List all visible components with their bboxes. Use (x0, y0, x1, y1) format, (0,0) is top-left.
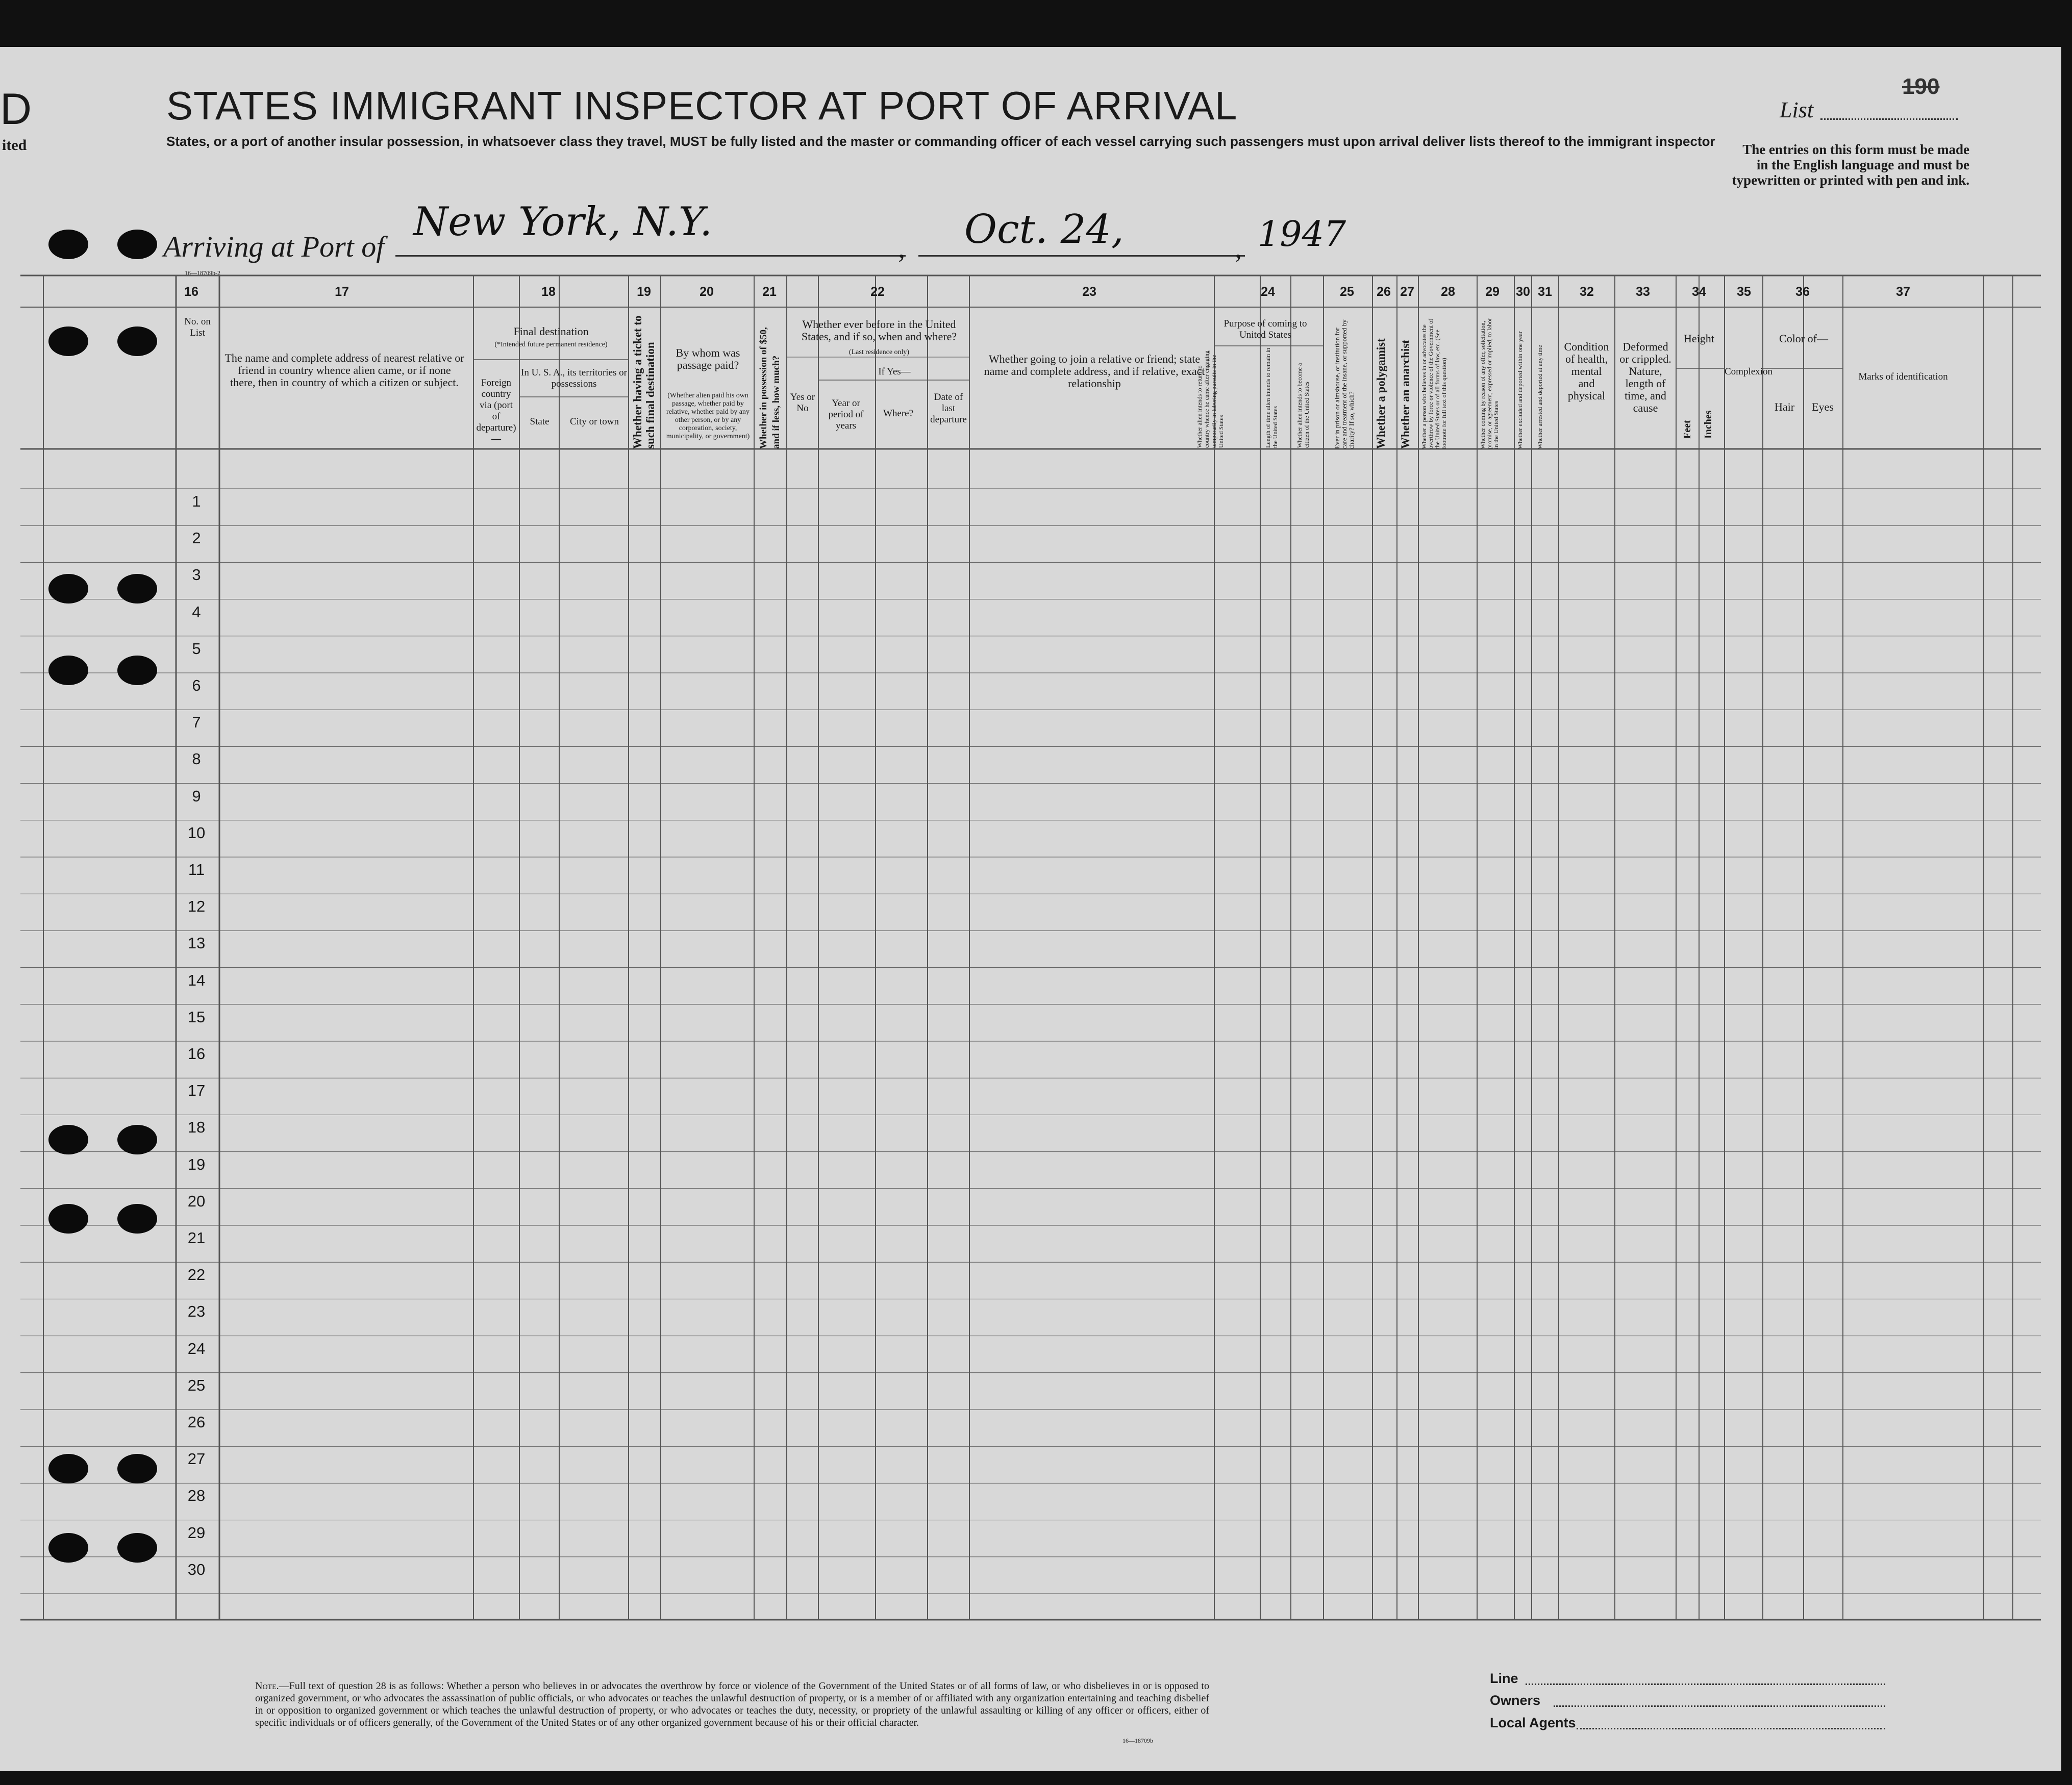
header-polygamist: Whether a polygamist (1375, 338, 1387, 449)
footnote-q28 (255, 1680, 1209, 1729)
column-number-17: 17 (335, 285, 349, 299)
header-state: State (530, 416, 550, 427)
row-number: 3 (192, 566, 201, 584)
row-number: 2 (192, 529, 201, 547)
binder-hole (117, 656, 157, 685)
column-number-20: 20 (700, 285, 714, 299)
row-number: 5 (192, 639, 201, 658)
header-overthrow: Whether a person who believes in or advocates the overthrow by force or violence of the Government of the United States or of all forms of law, etc. (See footnote for full text of this question) (1420, 318, 1447, 449)
row-number: 10 (187, 823, 206, 842)
column-number-29: 29 (1485, 285, 1500, 299)
column-number-33: 33 (1636, 285, 1650, 299)
row-number: 16 (187, 1045, 206, 1063)
row-number: 27 (187, 1450, 206, 1468)
footnote-text: —Full text of question 28 is as follows: Whether a person who believes in or advocates the overthrow by force or violence of the Government of the United States or of all forms of law, or who disbelieves in or is opposed to organized government, or who advocates the assassination of public officials, or who advocates or teaches the unlawful destruction of property, or is a member of or affiliated with any organization entertaining and teaching disbelief in or opposition to organized government or which teaches the unlawful destruction of property, or who advocates or teaches the duty, necessity, or propriety of the unlawful assaulting or killing of any officer or officers, either of specific individuals or of officers generally, of the Government of the United States or of any other organized government because of his or their official character. (255, 1680, 1209, 1728)
header-prison-almshouse: Ever in prison or almshouse, or institution for care and treatment of the insane, or supported by charity? If so, which? (1333, 319, 1355, 449)
column-number-30: 30 (1516, 285, 1530, 299)
binder-hole (117, 230, 157, 259)
header-going-to-join: Whether going to join a relative or friend; state name and complete address, and if relative, exact relationship (984, 353, 1205, 390)
instructions-notice: The entries on this form must be made in the English language and must be typewritten or printed with pen and ink. (1732, 142, 1969, 188)
header-passage-paid-sub: (Whether alien paid his own passage, whether paid by relative, whether paid by any other person, or by any corporation, society, municipality, or government) (666, 392, 750, 440)
column-number-31: 31 (1538, 285, 1552, 299)
header-final-destination-sub: (*Intended future permanent residence) (494, 341, 608, 348)
line-fill (1526, 1683, 1885, 1685)
header-where: Where? (883, 408, 914, 419)
header-purpose: Purpose of coming to United States (1224, 318, 1307, 340)
year-handwritten: 1947 (1258, 214, 1346, 255)
header-anarchist: Whether an anarchist (1399, 340, 1412, 449)
row-number: 6 (192, 676, 201, 694)
row-number: 9 (192, 787, 201, 805)
column-number-16: 16 (184, 285, 198, 299)
row-number: 8 (192, 750, 201, 768)
binder-hole (117, 1204, 157, 1234)
row-number: 1 (192, 492, 201, 510)
column-number-19: 19 (637, 285, 651, 299)
header-date-departure: Date of last departure (930, 392, 967, 425)
line-label: Line (1490, 1671, 1518, 1686)
local-agents-label: Local Agents (1490, 1715, 1576, 1730)
left-strip-letter: D (0, 85, 32, 134)
header-return-intent: Whether alien intends to return to country whence he came after engaging temporarily in laboring pursuits in the United States (1196, 350, 1225, 448)
column-number-32: 32 (1580, 285, 1594, 299)
header-color-of: Color of— (1779, 332, 1828, 345)
column-number-26: 26 (1377, 285, 1391, 299)
row-number: 11 (188, 861, 205, 878)
column-number-35: 35 (1737, 285, 1751, 299)
comma-1: , (898, 233, 905, 264)
row-number: 26 (187, 1413, 206, 1431)
header-yes-or-no: Yes or No (790, 392, 815, 414)
row-number: 4 (192, 602, 201, 621)
form-code-bottom: 16—18709b (1122, 1737, 1153, 1744)
row-number: 18 (187, 1118, 206, 1137)
form-title: STATES IMMIGRANT INSPECTOR AT PORT OF ARRIVAL (166, 83, 1238, 128)
header-ever-before-us: Whether ever before in the United States, and if so, when and where? (801, 318, 957, 343)
owners-label: Owners (1490, 1693, 1541, 1708)
header-deformed: Deformed or crippled. Nature, length of time, and cause (1619, 340, 1671, 414)
header-no-on-list: No. on List (184, 316, 211, 338)
header-excluded: Whether excluded and deported within one year (1516, 331, 1524, 449)
form-code-top: 16—18709b-2 (185, 269, 220, 276)
binder-hole (117, 1454, 157, 1484)
column-number-24: 24 (1261, 285, 1275, 299)
binder-hole (48, 326, 88, 356)
header-last-residence: (Last residence only) (848, 348, 910, 356)
arriving-label: Arriving at Port of (163, 230, 385, 263)
row-number: 14 (187, 971, 206, 989)
header-height: Height (1684, 332, 1714, 345)
port-handwritten: New York, N.Y. (413, 199, 713, 245)
local-agents-fill (1577, 1728, 1885, 1729)
binder-hole (48, 656, 88, 685)
header-nearest-relative: The name and complete address of nearest relative or friend in country whence alien came, or if none there, then in country of which a citizen or subject. (224, 351, 464, 389)
column-number-22: 22 (870, 285, 885, 299)
row-number: 20 (187, 1192, 206, 1210)
column-number-27: 27 (1400, 285, 1414, 299)
header-length-of-stay: Length of time alien intends to remain in the United States (1264, 347, 1279, 448)
header-passage-paid: By whom was passage paid? (676, 346, 740, 371)
header-city: City or town (569, 416, 619, 427)
binder-hole (117, 574, 157, 604)
row-number: 15 (187, 1008, 206, 1026)
header-final-destination: Final destination (513, 325, 589, 338)
column-number-28: 28 (1441, 285, 1455, 299)
header-labor-contract: Whether coming by reason of any offer, solicitation, promise, or agreement, expressed or implied, to labor in the United States (1479, 318, 1500, 449)
binder-hole (117, 326, 157, 356)
row-number: 19 (187, 1155, 206, 1173)
column-number-34: 34 (1692, 285, 1706, 299)
header-inches: Inches (1703, 410, 1714, 439)
list-number: 190 (1902, 74, 1940, 99)
row-number: 30 (187, 1560, 206, 1578)
row-number: 29 (187, 1523, 206, 1542)
row-number: 22 (187, 1266, 206, 1284)
row-number: 13 (187, 934, 206, 952)
binder-hole (48, 230, 88, 259)
binder-hole (117, 1533, 157, 1563)
row-number: 28 (187, 1487, 206, 1505)
header-ticket: Whether having a ticket to such final destination (631, 315, 657, 449)
binder-hole (48, 1204, 88, 1234)
row-number: 23 (187, 1302, 206, 1321)
row-number: 25 (187, 1376, 206, 1394)
form-subtitle: States, or a port of another insular possession, in whatsoever class they travel, MUST be fully listed and the master or commanding officer of each vessel carrying such passengers must upon arrival deliver lists thereof to the immigrant inspector (166, 134, 1715, 149)
column-number-36: 36 (1795, 285, 1810, 299)
row-number: 21 (187, 1229, 206, 1247)
header-hair: Hair (1774, 400, 1795, 413)
header-marks: Marks of identification (1858, 371, 1948, 382)
binder-hole (48, 574, 88, 604)
footnote-label: Note. (255, 1680, 279, 1692)
binder-hole (48, 1533, 88, 1563)
header-foreign-country: Foreign country via (port of departure)— (476, 378, 516, 444)
header-in-usa: In U. S. A., its territories or possessions (521, 367, 627, 389)
column-number-23: 23 (1082, 285, 1096, 299)
comma-2: , (1235, 233, 1242, 264)
left-strip-word: ited (2, 137, 27, 154)
row-number: 24 (187, 1339, 206, 1357)
binder-hole (48, 1454, 88, 1484)
header-citizenship-intent: Whether alien intends to become a citizen of the United States (1296, 363, 1310, 448)
header-feet: Feet (1682, 420, 1693, 439)
header-complexion: Complexion (1725, 366, 1773, 377)
header-if-yes: If Yes— (878, 366, 911, 377)
list-label: List (1780, 97, 1814, 122)
header-fifty-dollars: Whether in possession of $50, and if less, how much? (758, 327, 782, 449)
header-eyes: Eyes (1812, 400, 1834, 413)
row-number: 12 (187, 897, 206, 916)
column-number-18: 18 (541, 285, 556, 299)
date-handwritten: Oct. 24, (964, 207, 1124, 253)
column-number-21: 21 (762, 285, 777, 299)
header-health: Condition of health, mental and physical (1564, 340, 1609, 402)
row-number: 7 (192, 713, 201, 732)
header-arrested: Whether arrested and deported at any time (1536, 345, 1543, 449)
column-number-25: 25 (1340, 285, 1354, 299)
binder-hole (48, 1125, 88, 1154)
row-number: 17 (187, 1082, 206, 1100)
binder-hole (117, 1125, 157, 1154)
column-number-37: 37 (1896, 285, 1910, 299)
header-year-period: Year or period of years (828, 398, 864, 431)
owners-fill (1554, 1705, 1885, 1707)
